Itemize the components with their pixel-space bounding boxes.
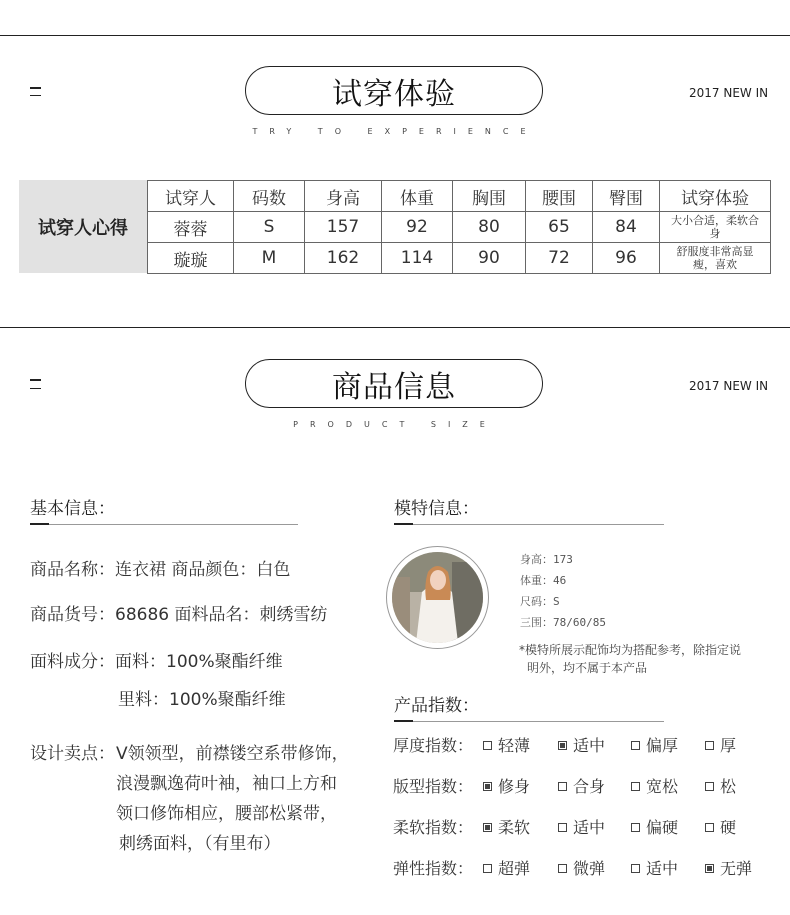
index-option-label: 修身 [498, 777, 531, 796]
product-code-line: 商品货号：68686 面料品名：刺绣雪纺 [30, 605, 328, 625]
heading-underline-accent [30, 523, 49, 525]
table-cell: 84 [593, 212, 660, 243]
index-option-label: 合身 [573, 777, 606, 796]
index-option[interactable] [705, 856, 752, 879]
table-cell: 舒服度非常高显瘦，喜欢 [660, 243, 771, 274]
checkbox-icon[interactable] [631, 782, 640, 791]
table-cell: 72 [526, 243, 593, 274]
checked-box-icon[interactable] [483, 823, 492, 832]
index-option-label: 松 [720, 777, 737, 796]
heading-underline-accent [394, 720, 413, 722]
index-option[interactable] [483, 733, 530, 756]
section-title: 商品信息 [332, 369, 456, 405]
section-divider-middle [0, 327, 790, 328]
heading-underline [394, 721, 664, 722]
index-option-label: 硬 [720, 818, 737, 837]
menu-dash-icon [30, 388, 41, 389]
table-cell: 162 [305, 243, 382, 274]
index-option[interactable] [483, 774, 530, 797]
section-divider-top [0, 35, 790, 36]
table-header: 胸围 [453, 181, 526, 212]
table-cell: S [234, 212, 305, 243]
model-note: *模特所展示配饰均为搭配参考，除指定说 [519, 643, 742, 657]
section-title-pill [245, 66, 543, 115]
heading-underline [394, 524, 664, 525]
index-option-label: 超弹 [498, 859, 531, 878]
checked-box-icon[interactable] [705, 864, 714, 873]
product-index-heading: 产品指数： [394, 696, 479, 716]
heading-underline-accent [394, 523, 413, 525]
table-cell: 157 [305, 212, 382, 243]
checkbox-icon[interactable] [705, 782, 714, 791]
menu-dash-icon [30, 95, 41, 96]
index-option[interactable] [483, 856, 530, 879]
index-option-label: 柔软 [498, 818, 531, 837]
table-row [148, 212, 771, 243]
design-line: 浪漫飘逸荷叶袖，袖口上方和 [116, 774, 337, 794]
table-cell: 璇璇 [148, 243, 234, 274]
index-option[interactable] [631, 733, 678, 756]
index-option-label: 微弹 [573, 859, 606, 878]
checkbox-icon[interactable] [631, 823, 640, 832]
index-option-label: 适中 [573, 818, 606, 837]
checkbox-icon[interactable] [558, 782, 567, 791]
model-note: 明外，均不属于本产品 [527, 661, 648, 675]
index-row-label: 厚度指数： [393, 736, 474, 755]
heading-underline [30, 524, 298, 525]
design-line: V领领型，前襟镂空系带修饰， [116, 744, 349, 764]
model-measurements: 三围：78/60/85 [520, 616, 606, 629]
table-cell: 114 [382, 243, 453, 274]
design-label: 设计卖点： [30, 744, 115, 764]
checkbox-icon[interactable] [558, 864, 567, 873]
table-header: 腰围 [526, 181, 593, 212]
index-option[interactable] [558, 856, 605, 879]
table-cell: 蓉蓉 [148, 212, 234, 243]
table-cell: 65 [526, 212, 593, 243]
new-in-tag: 2017 NEW IN [689, 379, 769, 393]
section-title: 试穿体验 [332, 76, 456, 112]
model-weight: 体重：46 [520, 574, 567, 587]
model-size: 尺码：S [520, 595, 560, 608]
index-option[interactable] [631, 856, 678, 879]
model-photo [392, 552, 483, 643]
basic-info-heading: 基本信息： [30, 499, 115, 519]
index-option-label: 偏厚 [646, 736, 679, 755]
menu-dash-icon [30, 379, 41, 381]
index-option-label: 厚 [720, 736, 737, 755]
index-row-label: 柔软指数： [393, 818, 474, 837]
table-header: 试穿人 [148, 181, 234, 212]
menu-dash-icon [30, 87, 41, 89]
index-option[interactable] [558, 733, 605, 756]
index-option[interactable] [705, 733, 736, 756]
table-header: 身高 [305, 181, 382, 212]
index-row-label: 弹性指数： [393, 859, 474, 878]
checkbox-icon[interactable] [483, 864, 492, 873]
design-line: 刺绣面料，（有里布） [119, 834, 281, 854]
index-row-label: 版型指数： [393, 777, 474, 796]
table-cell: 大小合适，柔软合身 [660, 212, 771, 243]
index-option-label: 适中 [573, 736, 606, 755]
table-row-label: 试穿人心得 [19, 180, 147, 273]
index-option[interactable] [631, 774, 678, 797]
design-line: 领口修饰相应，腰部松紧带， [116, 804, 337, 824]
index-option[interactable] [558, 774, 605, 797]
checkbox-icon[interactable] [483, 741, 492, 750]
try-on-table [147, 180, 771, 274]
new-in-tag: 2017 NEW IN [689, 86, 769, 100]
table-cell: M [234, 243, 305, 274]
index-option-label: 适中 [646, 859, 679, 878]
section-title-pill [245, 359, 543, 408]
index-option-label: 轻薄 [498, 736, 531, 755]
index-option[interactable] [483, 815, 530, 838]
index-option-label: 宽松 [646, 777, 679, 796]
index-option[interactable] [631, 815, 678, 838]
index-option-label: 无弹 [720, 859, 753, 878]
index-option[interactable] [558, 815, 605, 838]
table-header: 试穿体验 [660, 181, 771, 212]
product-name-line: 商品名称：连衣裙 商品颜色：白色 [30, 560, 291, 580]
checkbox-icon[interactable] [558, 823, 567, 832]
checked-box-icon[interactable] [558, 741, 567, 750]
table-cell: 80 [453, 212, 526, 243]
lining-line: 里料：100%聚酯纤维 [118, 690, 286, 710]
checkbox-icon[interactable] [631, 864, 640, 873]
checkbox-icon[interactable] [705, 823, 714, 832]
index-option-label: 偏硬 [646, 818, 679, 837]
table-header-row [148, 181, 771, 212]
table-cell: 90 [453, 243, 526, 274]
checkbox-icon[interactable] [631, 741, 640, 750]
index-option[interactable] [705, 774, 736, 797]
model-height: 身高：173 [520, 553, 573, 566]
model-avatar [386, 546, 489, 649]
section-subtitle: PRODUCT SIZE [293, 420, 497, 429]
checked-box-icon[interactable] [483, 782, 492, 791]
model-info-heading: 模特信息： [394, 499, 479, 519]
table-header: 臀围 [593, 181, 660, 212]
table-cell: 92 [382, 212, 453, 243]
fabric-line: 面料成分：面料：100%聚酯纤维 [30, 652, 283, 672]
table-row [148, 243, 771, 274]
table-header: 码数 [234, 181, 305, 212]
section-subtitle: TRY TO EXPERIENCE [252, 127, 538, 136]
table-header: 体重 [382, 181, 453, 212]
index-option[interactable] [705, 815, 736, 838]
table-cell: 96 [593, 243, 660, 274]
checkbox-icon[interactable] [705, 741, 714, 750]
